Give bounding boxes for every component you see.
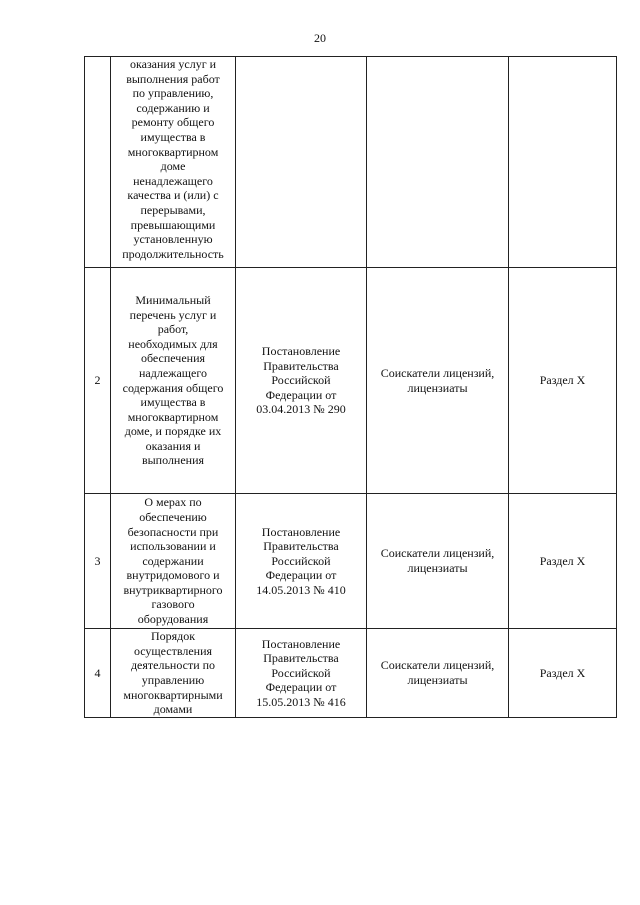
cell-line: выполнения работ bbox=[126, 71, 220, 86]
cell-line: Федерации от bbox=[265, 387, 337, 402]
subjects-cell bbox=[367, 268, 509, 494]
legal-act-cell bbox=[236, 494, 367, 629]
row-number-cell bbox=[85, 57, 111, 268]
cell-line: Российской bbox=[271, 373, 331, 388]
cell-line: Правительства bbox=[263, 539, 339, 554]
cell-line: Правительства bbox=[263, 358, 339, 373]
cell-line: необходимых для bbox=[128, 336, 218, 351]
cell-line: 14.05.2013 № 410 bbox=[256, 582, 346, 597]
section-cell: Раздел X bbox=[509, 494, 617, 629]
cell-line: надлежащего bbox=[139, 365, 207, 380]
requirement-name-cell bbox=[111, 268, 236, 494]
cell-line: Минимальный bbox=[135, 292, 211, 307]
requirement-name-cell bbox=[111, 629, 236, 718]
cell-line: доме bbox=[160, 159, 186, 174]
subjects-cell bbox=[367, 494, 509, 629]
page-number: 20 bbox=[314, 31, 326, 45]
cell-line: установленную bbox=[133, 232, 213, 247]
cell-line: 03.04.2013 № 290 bbox=[256, 402, 346, 417]
cell-line: лицензиаты bbox=[407, 561, 468, 575]
cell-line: Российской bbox=[271, 553, 331, 568]
cell-line: перечень услуг и bbox=[129, 307, 217, 322]
cell-line: ремонту общего bbox=[131, 115, 215, 130]
cell-line: оборудования bbox=[137, 612, 209, 627]
cell-line: оказания и bbox=[145, 438, 201, 453]
cell-line: Федерации от bbox=[265, 680, 337, 695]
table-row bbox=[85, 268, 617, 494]
cell-line: многоквартирными bbox=[123, 687, 223, 702]
legal-act-cell bbox=[236, 57, 367, 268]
cell-line: осуществления bbox=[133, 643, 213, 658]
cell-line: внутриквартирного bbox=[123, 582, 223, 597]
cell-line: имущества в bbox=[140, 129, 206, 144]
legal-act-cell bbox=[236, 629, 367, 718]
cell-line: многоквартирном bbox=[127, 144, 219, 159]
row-number-cell: 3 bbox=[85, 494, 111, 629]
cell-line: Соискатели лицензий, bbox=[380, 658, 495, 673]
cell-line: Соискатели лицензий, bbox=[380, 546, 495, 561]
cell-line: многоквартирном bbox=[127, 409, 219, 424]
row-number-cell: 4 bbox=[85, 629, 111, 718]
cell-line: лицензиаты bbox=[407, 380, 468, 395]
cell-line: Правительства bbox=[263, 651, 339, 666]
cell-line: домами bbox=[153, 702, 193, 717]
cell-line: деятельности по bbox=[130, 658, 216, 673]
table-row bbox=[85, 629, 617, 718]
cell-line: оказания услуг и bbox=[129, 57, 217, 71]
cell-line: обеспечению bbox=[139, 509, 207, 524]
cell-line: Постановление bbox=[261, 636, 341, 651]
cell-line: содержании bbox=[142, 553, 204, 568]
cell-line: Российской bbox=[271, 665, 331, 680]
cell-line: лицензиаты bbox=[407, 673, 468, 687]
cell-line: выполнения bbox=[141, 453, 205, 468]
cell-line: безопасности при bbox=[127, 524, 219, 539]
legal-act-cell bbox=[236, 268, 367, 494]
cell-line: по управлению, bbox=[132, 86, 214, 101]
table-row bbox=[85, 57, 617, 268]
cell-line: Постановление bbox=[261, 344, 341, 359]
row-number-cell: 2 bbox=[85, 268, 111, 494]
cell-line: использовании и bbox=[130, 539, 216, 554]
section-cell bbox=[509, 57, 617, 268]
cell-line: О мерах по bbox=[144, 495, 202, 510]
cell-line: Постановление bbox=[261, 524, 341, 539]
cell-line: обеспечения bbox=[140, 351, 206, 366]
subjects-cell bbox=[367, 57, 509, 268]
requirements-table bbox=[84, 56, 617, 718]
cell-line: работ, bbox=[157, 322, 189, 337]
cell-line: управлению bbox=[141, 673, 205, 687]
requirement-name-cell bbox=[111, 57, 236, 268]
subjects-cell bbox=[367, 629, 509, 718]
cell-line: качества и (или) с bbox=[127, 188, 219, 203]
cell-line: содержанию и bbox=[136, 100, 210, 115]
section-cell: Раздел X bbox=[509, 629, 617, 718]
cell-line: доме, и порядке их bbox=[124, 424, 222, 439]
table-row bbox=[85, 494, 617, 629]
cell-line: газового bbox=[151, 597, 195, 612]
cell-line: 15.05.2013 № 416 bbox=[256, 694, 346, 709]
cell-line: Порядок bbox=[150, 629, 196, 644]
cell-line: имущества в bbox=[140, 395, 206, 410]
requirement-name-cell bbox=[111, 494, 236, 629]
cell-line: Федерации от bbox=[265, 568, 337, 583]
cell-line: превышающими bbox=[130, 217, 216, 232]
cell-line: продолжительность bbox=[122, 246, 224, 261]
cell-line: содержания общего bbox=[122, 380, 224, 395]
cell-line: Соискатели лицензий, bbox=[380, 365, 495, 380]
cell-line: внутридомового и bbox=[126, 568, 220, 583]
cell-line: перерывами, bbox=[140, 202, 206, 217]
section-cell: Раздел X bbox=[509, 268, 617, 494]
cell-line: ненадлежащего bbox=[133, 173, 213, 188]
